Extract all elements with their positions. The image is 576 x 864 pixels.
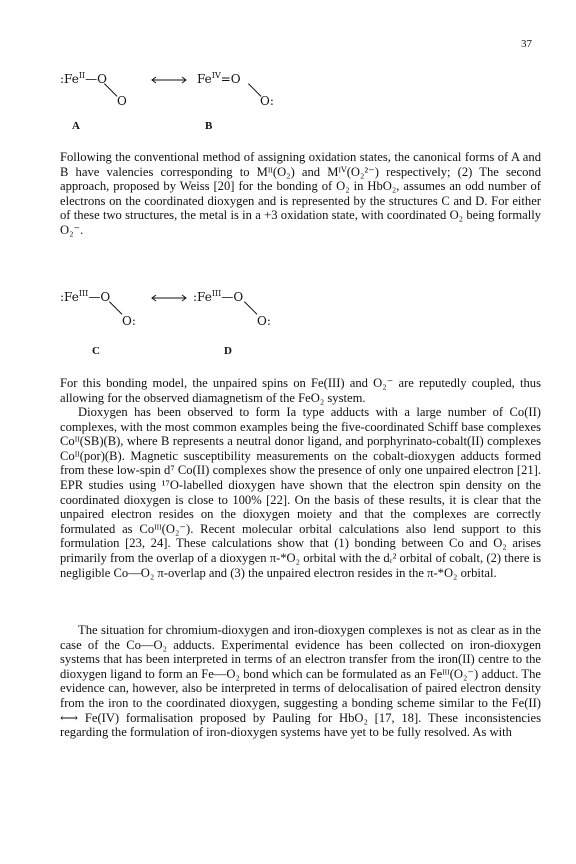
label-b: B <box>205 120 213 132</box>
structure-a-fe: $:Fe^{II}—O$ <box>60 71 107 86</box>
structure-d-o2: O: <box>257 314 271 328</box>
label-a: A <box>72 120 80 132</box>
structure-a-bond <box>104 83 117 96</box>
paragraph-3: Dioxygen has been observed to form Ia type adducts with a large number of Co(II) complexes, with the most common examples being the five-coordinated Schiff base complexes Coᴵᴵ(SB)(B), where B represents a neutral donor ligand, and porphyrinato-cobalt(II) complexes Coᴵᴵ(por)(B). Magnetic susceptibility measurements on the cobalt-dioxygen adducts formed from these low-spin d⁷ Co(II) complexes show the presence of only one unpaired electron [21]. EPR studies using ¹⁷O-labelled dioxygen have shown that the electron spin density on the coordinated dioxygen is close to 100% [22]. On the basis of these results, it is clear that the unpaired electron resides on the dioxygen moiety and that the complexes are correctly formulated as Coᴵᴵᴵ(O₂⁻). Recent molecular orbital calculations also lend support to this formulation [23, 24]. These calculations show that (1) bonding between Co and O₂ arises primarily from the overlap of a dioxygen π-*O₂ orbital with the dᵣ² orbital of cobalt, (2) there is negligible Co—O₂ π-overlap and (3) the unpaired electron resides in the π-*O₂ orbital. <box>60 405 541 580</box>
resonance-arrow-cd <box>150 294 188 302</box>
label-d: D <box>224 345 232 357</box>
structure-d-fe: $:Fe^{III}—O$ <box>193 289 244 304</box>
structure-b-o2: O: <box>260 94 274 108</box>
structure-d-bond <box>244 301 257 314</box>
resonance-arrow-ab <box>150 76 188 84</box>
paragraph-1: Following the conventional method of assigning oxidation states, the canonical forms of A and B have valencies corresponding to Mᴵᴵ(O₂) and Mᴵⱽ(O₂²⁻) respectively; (2) The second approach, proposed by Weiss [20] for the bonding of O₂ in HbO₂, assumes an odd number of electrons on the coordinated dioxygen and is represented by the structures C and D. For either of these two structures, the metal is in a +3 oxidation state, with coordinated O₂ being formally O₂⁻. <box>60 150 541 237</box>
page-number: 37 <box>521 38 532 50</box>
structure-a-o2: O <box>117 94 127 108</box>
paragraph-2: For this bonding model, the unpaired spins on Fe(III) and O₂⁻ are reputedly coupled, thus allowing for the observed diamagnetism of the FeO₂ system. <box>60 376 541 405</box>
label-c: C <box>92 345 100 357</box>
structure-c-fe: $:Fe^{III}—O$ <box>60 289 111 304</box>
structure-c-o2: O: <box>122 314 136 328</box>
paragraph-4: The situation for chromium-dioxygen and iron-dioxygen complexes is not as clear as in the case of the Co—O₂ adducts. Experimental evidence has been collected on iron-dioxygen systems that has been interpreted in terms of an electron transfer from the iron(II) centre to the dioxygen ligand to form an Fe—O₂ bond which can be formulated as an Feᴵᴵᴵ(O₂⁻) adduct. The evidence can, however, also be interpreted in terms of delocalisation of paired electron density from the iron to the coordinated dioxygen, suggesting a bonding scheme similar to the Fe(II) ⟷ Fe(IV) formalisation proposed by Pauling for HbO₂ [17, 18]. These inconsistencies regarding the formulation of iron-dioxygen systems have yet to be fully resolved. As with <box>60 623 541 740</box>
structure-b-fe: $Fe^{IV}=O$ <box>197 71 241 86</box>
structure-c-bond <box>109 301 122 314</box>
